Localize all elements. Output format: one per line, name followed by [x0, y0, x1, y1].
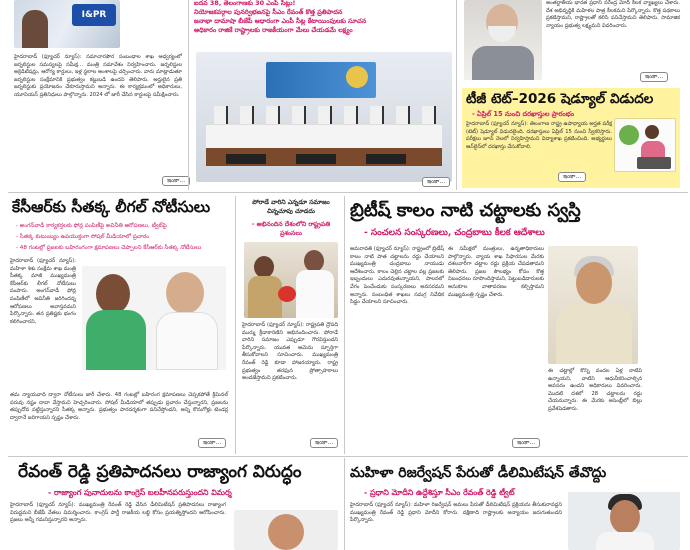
read-more-button[interactable]: ఇంకా... [640, 72, 668, 82]
kcr-face-icon [166, 272, 204, 314]
column-divider [344, 458, 345, 550]
kcr-body-bottom: తమ న్యాయవాది ద్వారా నోటీసులు జారీ చేశారు. 48 గంటల్లో బహిరంగ క్షమాపణలు చెప్పకపోతే క్రిమినల్ పరువు నష్టం దావా వేస్తామని హెచ్చరించారు. సోషల్ మీడియాలో తప్పుడు ప్రచారం చేస్తున్నారని, ప్రజలను తప్పుదోవ పట్టిస్తున్నారని సీతక్క అన్నారు. ప్రభుత్వం పారదర్శకంగా పనిచేస్తోందని, అన్ని కొనుగోళ్లు టెండర్ల ద్వారానే జరిగాయని స్పష్టం చేశారు. [10, 392, 230, 421]
british-title: బ్రిటీష్ కాలం నాటి చట్టాలకు స్వస్తి [350, 200, 581, 221]
revanth-article-body: హైదరాబాద్ (ఫ్యూచర్ న్యూస్): ముఖ్యమంత్రి రేవంత్ రెడ్డి చేసిన డీలిమిటేషన్ ప్రతిపాదనలు రాజ్యాంగ విరుద్ధమని బీజేపీ నేతలు విమర్శించారు. కాంగ్రెస్ పార్టీ రాజకీయ లబ్ధి కోసం ప్రయత్నిస్తోందని ఆరోపించారు. ప్రజలు అన్నీ గమనిస్తున్నారని అన్నారు. [10, 502, 228, 524]
emblem-icon [346, 66, 368, 88]
read-more-button[interactable]: ఇంకా... [162, 176, 190, 186]
revanth-article-photo [234, 510, 338, 550]
bullet-item: - అంగన్‌వాడీ కార్యకర్తలకు ఫోన్ల పంపిణీపై అవినీతి ఆరోపణలు, ట్వీట్‌పై [16, 223, 167, 229]
british-body-col3: ఈ చట్టాల్లో కొన్ని వందల ఏళ్ల నాటివి ఉన్నాయని, వాటిని ఆధునీకరించాల్సిన అవసరం ఉందని అధికారులు వివరించారు. మొదటి దశలో 28 చట్టాలను రద్దు చేయనున్నారు. ఈ మేరకు అసెంబ్లీలో బిల్లు ప్రవేశపెడతారు. [548, 368, 644, 412]
kcr-title: కేసీఆర్‌కు సీతక్క లీగల్ నోటీసులు [12, 198, 211, 216]
section-divider [8, 456, 688, 457]
mahila-article [348, 458, 688, 550]
tet-subtitle: - ఏప్రిల్ 15 నుంచి దరఖాస్తుల ప్రారంభం [472, 110, 575, 118]
president-face-icon [254, 256, 274, 278]
delimitation-bullets [194, 0, 452, 35]
president-article-body: హైదరాబాద్ (ఫ్యూచర్ న్యూస్): రాష్ట్రపతి ద్రౌపది ముర్ము క్రీడాకారిణిని అభినందించారు. పోరాడే వారిని సమాజం ఎప్పుడూ గౌరవిస్తుందని పేర్కొన్నారు. యువత ఆమెను స్ఫూర్తిగా తీసుకోవాలని సూచించారు. ముఖ్యమంత్రి రేవంత్ రెడ్డి కూడా హాజరయ్యారు. రాష్ట్ర ప్రభుత్వం తరఫున ప్రోత్సాహకాలు అందజేస్తామని ప్రకటించారు. [242, 322, 340, 382]
person-silhouette-icon [22, 10, 48, 48]
seethakka-kcr-photo [82, 266, 226, 370]
modi-photo [464, 0, 542, 80]
president-subtitle: - అభినందిన దేశంలోని రాష్ట్రపతి ప్రశంసలు [251, 221, 331, 237]
shirt-icon [556, 304, 632, 364]
chandrababu-photo [548, 246, 638, 364]
section-divider [8, 192, 688, 193]
delimitation-article [194, 0, 452, 190]
tet-photo [614, 118, 676, 172]
meeting-photo [196, 52, 452, 182]
seethakka-face-icon [96, 274, 130, 314]
bullet-item: నియోజకవర్గాల పునర్విభజనపై సీఎం రేవంత్ కొత్త ప్రతిపాదన [194, 8, 343, 16]
president-saree-icon [248, 276, 282, 318]
jacket-icon [472, 46, 534, 80]
conference-table [206, 122, 442, 148]
mahila-title: మహిళా రిజర్వేషన్ పేరుతో డీలిమిటేషన్ తేవొద్దు [350, 465, 607, 481]
face-icon [576, 262, 612, 304]
british-body-col1: అమరావతి (ఫ్యూచర్ న్యూస్): రాష్ట్రంలో బ్రిటీష్ కాలం నాటి పాత చట్టాలను రద్దు చేయాలని ముఖ్యమంత్రి చంద్రబాబు నాయుడు ఆదేశించారు. కాలం చెల్లిన చట్టాల వల్ల ప్రజలకు ఇబ్బందులు ఎదురవుతున్నాయని, పాలనలో వేగం పెంచేందుకు సంస్కరణలు అవసరమని అన్నారు. సంబంధిత శాఖలు సమగ్ర నివేదిక సిద్ధం చేయాలని సూచించారు. [350, 246, 446, 306]
president-photo [244, 242, 338, 318]
top-left-article [14, 0, 184, 190]
revanth-photo [568, 492, 680, 550]
face-icon [610, 500, 640, 534]
president-article [240, 196, 340, 452]
student-icon [645, 125, 659, 139]
kcr-shirt-icon [156, 312, 218, 370]
bullet-item: జనాభా దామాషా బీజేపీ ఆధారంగా ఎంపీ సీట్ల కేటాయింపులకు సూచన [194, 17, 367, 25]
athlete-body-icon [296, 270, 334, 318]
bullet-item: ఐదవ 38, తెలంగాణకు 30 ఎంపి సీట్లు! [194, 0, 296, 7]
read-more-button[interactable]: ఇంకా... [310, 438, 338, 448]
column-divider [235, 196, 236, 454]
modi-article-body: అంతర్జాతీయ భారత ప్రధాని నరేంద్ర మోదీ కీలక వ్యాఖ్యలు చేశారు. దేశ అభివృద్ధికి మహిళల పాత్ర కీలకమని పేర్కొన్నారు. కొత్త పథకాలు ప్రకటిస్తామని, రాష్ట్రాలతో కలిసి పనిచేస్తామని తెలిపారు. సామాజిక న్యాయం ప్రభుత్వ లక్ష్యమని వివరించారు. [546, 0, 682, 29]
column-divider [456, 0, 457, 190]
beard-icon [488, 26, 516, 42]
laptop-icon [637, 157, 671, 169]
kcr-bullets [16, 222, 230, 252]
column-divider [188, 0, 189, 190]
british-body-col2: ఈ సమీక్షలో మంత్రులు, ఉన్నతాధికారులు పాల్గొన్నారు. న్యాయ శాఖ సిఫారసుల మేరకు దశలవారీగా చట్టాల రద్దు ప్రక్రియ చేపడతామని తెలిపారు. ప్రజల సౌలభ్యం కోసం కొత్త నిబంధనలు రూపొందిస్తామని, పెట్టుబడిదారులకు అనుకూల వాతావరణం కల్పిస్తామని ముఖ్యమంత్రి స్పష్టం చేశారు. [448, 246, 546, 298]
column-divider [344, 196, 345, 454]
mahila-article-body: హైదరాబాద్ (ఫ్యూచర్ న్యూస్): మహిళా రిజర్వేషన్ అమలు పేరుతో డీలిమిటేషన్ ప్రక్రియను తీసుకురావద్దని ముఖ్యమంత్రి రేవంత్ రెడ్డి ప్రధాని మోదీని కోరారు. దక్షిణాది రాష్ట్రాలకు అన్యాయం జరుగుతుందని పేర్కొన్నారు. [350, 502, 564, 524]
read-more-button[interactable]: ఇంకా... [512, 438, 540, 448]
read-more-button[interactable]: ఇంకా... [198, 438, 226, 448]
athlete-face-icon [304, 250, 324, 272]
read-more-button[interactable]: ఇంకా... [558, 172, 586, 182]
bullet-item: - సీతక్క కుటుంబ్యం ఉపయుక్తంగా సోషల్ మీడియాలో ప్రచారం [16, 234, 150, 240]
ipr-article-body: హైదరాబాద్ (ఫ్యూచర్ న్యూస్): సమాచారపౌర సంబంధాల శాఖ ఆధ్వర్యంలో జర్నలిస్టుల సమస్యలపై సమీక్ష... మంత్రి సమావేశం నిర్వహించారు. జర్నలిస్టుల అక్రెడిటేషన్లు, ఆరోగ్య కార్డులు, ఇళ్ల స్థలాల అంశాలపై చర్చించారు. వారు మాట్లాడుతూ జర్నలిస్టుల సంక్షేమానికి ప్రభుత్వం కట్టుబడి ఉందని తెలిపారు. అర్హులైన ప్రతి జర్నలిస్టుకు ప్రయోజనం చేకూరుస్తామని అన్నారు. ఈ కార్యక్రమంలో అధికారులు, యూనియన్ ప్రతినిధులు పాల్గొన్నారు. 2024 లో జారీ చేసిన కార్డులపై సమీక్షించారు. [14, 54, 184, 98]
attendees [214, 106, 436, 124]
british-laws-article [348, 196, 688, 452]
monitors [226, 154, 426, 164]
kcr-body-left: హైదరాబాద్ (ఫ్యూచర్ న్యూస్): మహిళా శిశు సంక్షేమ శాఖ మంత్రి సీతక్క మాజీ ముఖ్యమంత్రి కేసీఆర్‌కు లీగల్ నోటీసులు పంపారు. అంగన్‌వాడీ ఫోన్ల పంపిణీలో అవినీతి జరిగిందన్న ఆరోపణలు అవాస్తవమని పేర్కొన్నారు. తన ప్రతిష్టకు భంగం కలిగించారని, [10, 258, 78, 325]
kcr-article [8, 196, 230, 452]
bullet-item: - 48 గంటల్లో ప్రజలకు బహిరంగంగా క్షమాపణలు చెప్పాలని కేసీఆర్‌కు సీతక్క నోటీసులు [16, 245, 202, 251]
tet-title: టీజీ టెట్–2026 షెడ్యూల్ విడుదల [466, 91, 654, 107]
face-icon [268, 514, 304, 550]
tet-box [462, 88, 680, 188]
revanth-article [8, 458, 342, 550]
british-subtitle: - సంచలన సంస్కరణలు, చంద్రబాబు కీలక ఆదేశాలు [364, 228, 545, 238]
ipr-badge: I&PR [72, 4, 116, 26]
mahila-subtitle: - ప్రధాని మోదీని ఉద్దేశిస్తూ సీఎం రేవంత్ రెడ్డి ట్వీట్ [364, 488, 515, 497]
telangana-emblem-icon [619, 125, 639, 145]
seethakka-saree-icon [86, 310, 146, 370]
modi-article [462, 0, 690, 86]
president-kicker: పోరాడే వారిని ఎన్నడూ సమాజం చిన్నచూపు చూడదు [252, 199, 330, 215]
tet-body: హైదరాబాద్ (ఫ్యూచర్ న్యూస్): తెలంగాణ రాష్ట్ర ఉపాధ్యాయ అర్హత పరీక్ష (టెట్) షెడ్యూల్ విడుదలైంది. దరఖాస్తులు ఏప్రిల్ 15 నుంచి స్వీకరిస్తారు. పరీక్షలు జూన్ నెలలో నిర్వహిస్తామని విద్యాశాఖ ప్రకటించింది. అభ్యర్థులు ఆన్‌లైన్‌లో దరఖాస్తు చేసుకోవాలి. [466, 121, 614, 150]
ipr-photo [14, 0, 120, 48]
revanth-subtitle: - రాజ్యాంగ పునాదులను కాంగ్రెస్ బలహీనపరుస్తుందని విమర్శ [48, 488, 232, 497]
bouquet-icon [278, 286, 296, 302]
revanth-title: రేవంత్ రెడ్డి ప్రతిపాదనలు రాజ్యాంగ విరుద్ధం [18, 462, 302, 482]
bullet-item: అధికారం రాజికే రాష్ట్రాలకు రాజకీయంగా మేలు చేయడమే లక్ష్యం [194, 26, 353, 34]
shirt-icon [596, 532, 654, 550]
read-more-button[interactable]: ఇంకా... [422, 177, 450, 187]
